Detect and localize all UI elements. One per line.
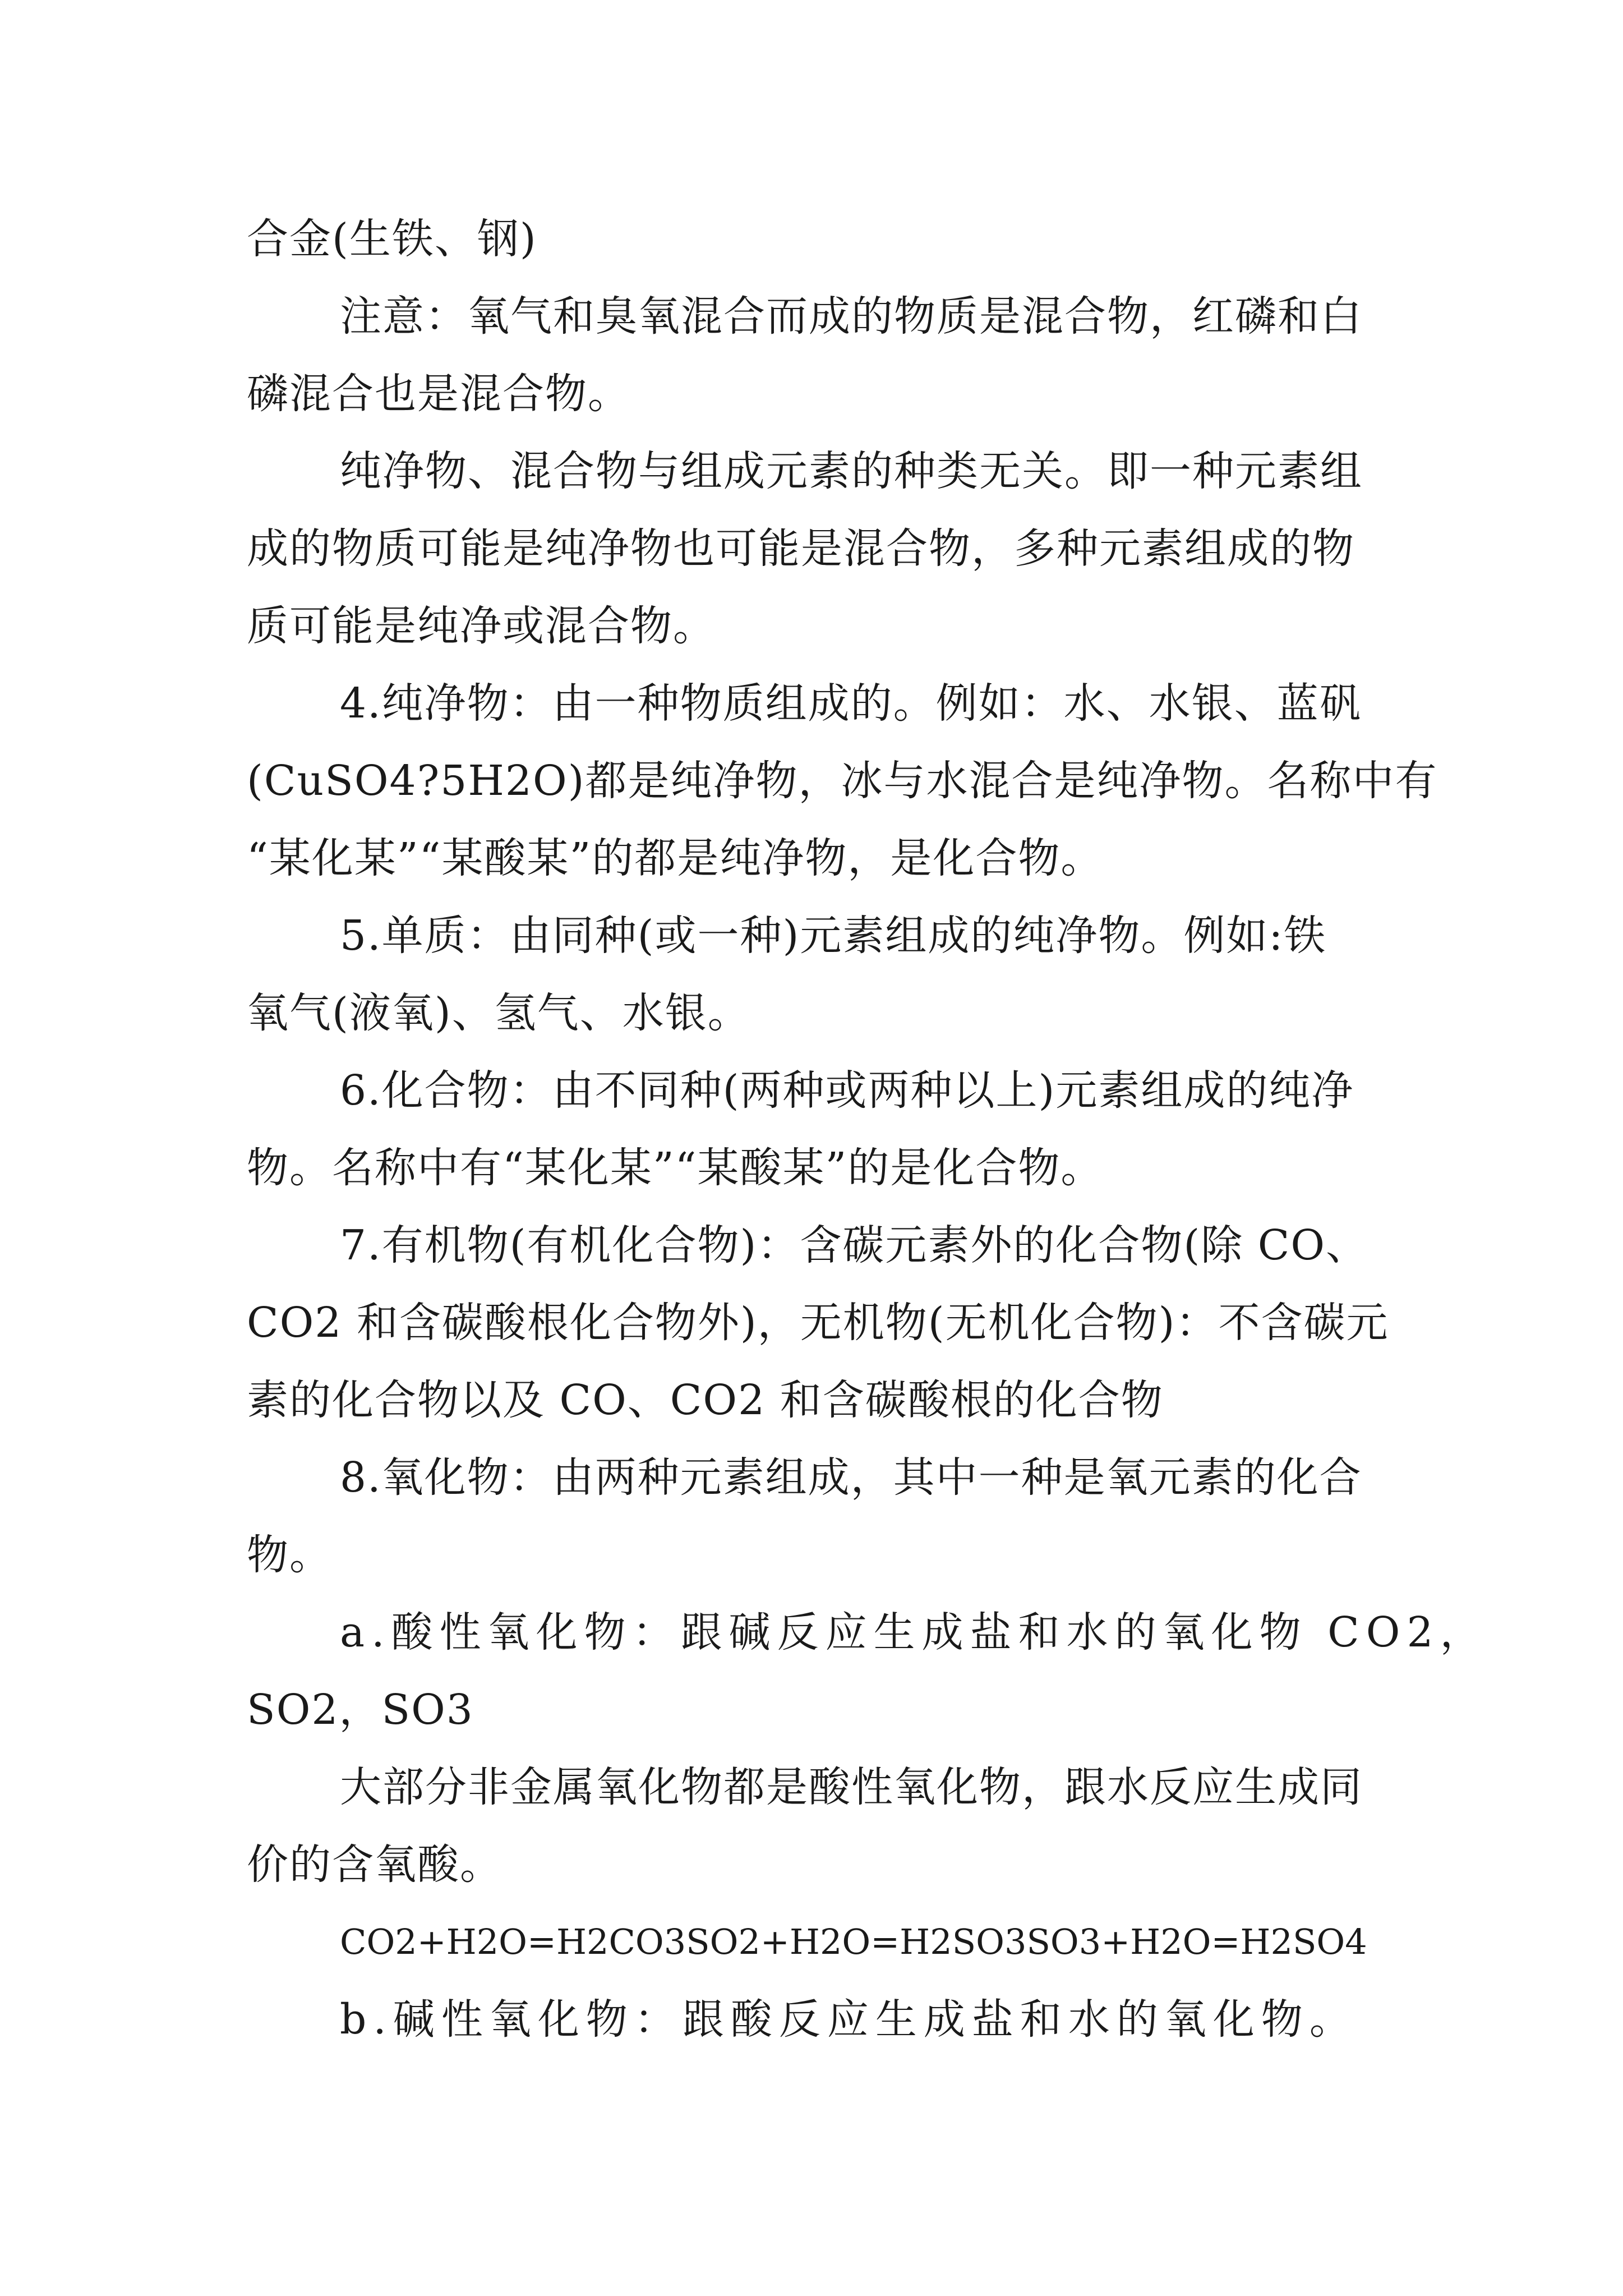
text-line-13: 物。名称中有“某化某”“某酸某”的是化合物。: [247, 1144, 1104, 1192]
text-line-9: “某化某”“某酸某”的都是纯净物，是化合物。: [247, 834, 1104, 882]
text-line-8: (CuSO4?5H2O)都是纯净物，冰与水混合是纯净物。名称中有: [247, 757, 1438, 805]
text-line-6: 质可能是纯净或混合物。: [247, 602, 716, 650]
text-line-20: SO2，SO3: [247, 1686, 474, 1734]
text-line-15: CO2 和含碳酸根化合物外)，无机物(无机化合物)：不含碳元: [247, 1299, 1389, 1347]
text-line-11: 氧气(液氧)、氢气、水银。: [247, 989, 750, 1037]
text-line-3: 磷混合也是混合物。: [247, 370, 630, 418]
text-line-17: 8.氧化物：由两种元素组成，其中一种是氧元素的化合: [340, 1453, 1362, 1502]
text-line-24: b.碱性氧化物：跟酸反应生成盐和水的氧化物。: [340, 1995, 1358, 2044]
text-line-4: 纯净物、混合物与组成元素的种类无关。即一种元素组: [340, 447, 1363, 495]
text-line-19: a.酸性氧化物：跟碱反应生成盐和水的氧化物 CO2，: [340, 1608, 1488, 1657]
text-line-14: 7.有机物(有机化合物)：含碳元素外的化合物(除 CO、: [340, 1221, 1369, 1269]
text-line-5: 成的物质可能是纯净物也可能是混合物，多种元素组成的物: [247, 524, 1355, 573]
text-line-12: 6.化合物：由不同种(两种或两种以上)元素组成的纯净: [340, 1066, 1354, 1115]
text-line-1: 合金(生铁、钢): [247, 215, 537, 263]
text-line-16: 素的化合物以及 CO、CO2 和含碳酸根的化合物: [247, 1376, 1164, 1424]
equation-line: CO2+H2O=H2CO3SO2+H2O=H2SO3SO3+H2O=H2SO4: [340, 1921, 1367, 1962]
text-line-21: 大部分非金属氧化物都是酸性氧化物，跟水反应生成同: [340, 1763, 1363, 1811]
text-line-7: 4.纯净物：由一种物质组成的。例如：水、水银、蓝矾: [340, 679, 1362, 728]
text-line-2: 注意：氧气和臭氧混合而成的物质是混合物，红磷和白: [340, 292, 1363, 341]
text-line-10: 5.单质：由同种(或一种)元素组成的纯净物。例如:铁: [340, 912, 1327, 960]
text-line-18: 物。: [247, 1531, 332, 1579]
text-line-22: 价的含氧酸。: [247, 1841, 502, 1889]
